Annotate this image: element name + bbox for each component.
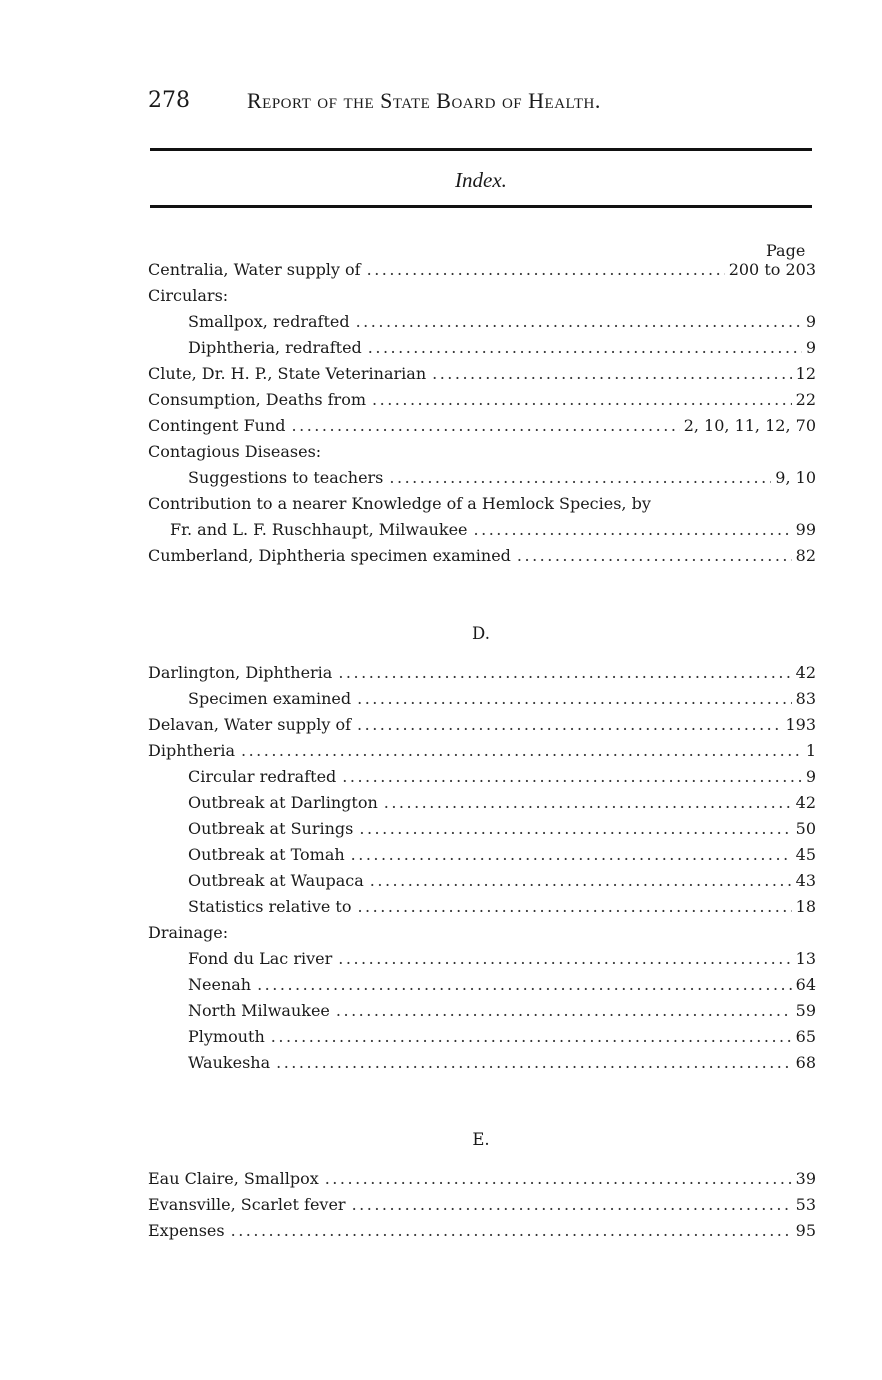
entry-label: Drainage:: [148, 923, 229, 942]
entry-label: Clute, Dr. H. P., State Veterinarian: [148, 364, 427, 383]
entry-pages: 65: [795, 1027, 816, 1046]
section-letter: E.: [472, 1130, 490, 1149]
index-entry: [148, 493, 816, 515]
entry-pages: 18: [795, 897, 816, 916]
entry-label: Waukesha: [188, 1053, 271, 1072]
index-entry: [148, 896, 816, 918]
entry-label: Evansville, Scarlet fever: [148, 1195, 346, 1214]
entry-label: Smallpox, redrafted: [188, 312, 350, 331]
entry-pages: 64: [795, 975, 816, 994]
index-entry: [148, 1052, 816, 1074]
entry-label: Outbreak at Surings: [188, 819, 354, 838]
dot-leader: [357, 896, 791, 918]
dot-leader: [370, 870, 792, 892]
dot-leader: [432, 363, 792, 385]
entry-label: Diphtheria: [148, 741, 235, 760]
index-entry: [148, 1168, 816, 1190]
dot-leader: [231, 1220, 792, 1242]
dot-leader: [517, 545, 792, 567]
entry-pages: 200 to 203: [728, 260, 816, 279]
index-entry: [148, 740, 816, 762]
dot-leader: [292, 415, 680, 437]
dot-leader: [357, 714, 781, 736]
index-entry: [148, 688, 816, 710]
entry-pages: 68: [795, 1053, 816, 1072]
entry-label: Suggestions to teachers: [188, 468, 384, 487]
entry-pages: 13: [795, 949, 816, 968]
index-entry: [148, 415, 816, 437]
index-entry: [148, 1000, 816, 1022]
page-column-header: Page: [766, 241, 806, 260]
page-number: 278: [148, 88, 190, 113]
entry-label: Outbreak at Tomah: [188, 845, 345, 864]
dot-leader: [368, 337, 802, 359]
entry-label: Fr. and L. F. Ruschhaupt, Milwaukee: [170, 520, 468, 539]
entry-label: Circulars:: [148, 286, 229, 305]
dot-leader: [367, 259, 725, 281]
index-entry: [148, 441, 816, 463]
entry-label: Specimen examined: [188, 689, 352, 708]
entry-pages: 99: [795, 520, 816, 539]
index-entry: [148, 285, 816, 307]
entry-label: Plymouth: [188, 1027, 265, 1046]
dot-leader: [384, 792, 792, 814]
index-entry: [148, 922, 816, 944]
entry-label: Outbreak at Waupaca: [188, 871, 364, 890]
dot-leader: [342, 766, 802, 788]
entry-label: Contagious Diseases:: [148, 442, 322, 461]
entry-pages: 22: [795, 390, 816, 409]
entry-pages: 9, 10: [775, 468, 816, 487]
index-entry: [148, 844, 816, 866]
index-entry: [148, 766, 816, 788]
dot-leader: [325, 1168, 792, 1190]
index-entry: [148, 519, 816, 541]
entry-label: Statistics relative to: [188, 897, 352, 916]
index-entry: [148, 662, 816, 684]
index-entry: [148, 545, 816, 567]
dot-leader: [372, 389, 792, 411]
dot-leader: [338, 662, 791, 684]
entry-pages: 39: [795, 1169, 816, 1188]
entry-pages: 9: [805, 338, 816, 357]
entry-pages: 43: [795, 871, 816, 890]
dot-leader: [359, 818, 791, 840]
index-entry: [148, 1026, 816, 1048]
index-entry: [148, 259, 816, 281]
index-entry: [148, 311, 816, 333]
entry-pages: 193: [785, 715, 816, 734]
entry-label: Delavan, Water supply of: [148, 715, 352, 734]
entry-pages: 82: [795, 546, 816, 565]
entry-pages: 12: [795, 364, 816, 383]
entry-pages: 95: [795, 1221, 816, 1240]
dot-leader: [389, 467, 771, 489]
dot-leader: [257, 974, 792, 996]
entry-label: Outbreak at Darlington: [188, 793, 378, 812]
entry-pages: 50: [795, 819, 816, 838]
entry-pages: 2, 10, 11, 12, 70: [683, 416, 816, 435]
dot-leader: [338, 948, 791, 970]
entry-label: Circular redrafted: [188, 767, 337, 786]
index-entry: [148, 1220, 816, 1242]
index-entry: [148, 870, 816, 892]
dot-leader: [474, 519, 792, 541]
index-entry: [148, 818, 816, 840]
entry-label: North Milwaukee: [188, 1001, 330, 1020]
index-entry: [148, 792, 816, 814]
index-title: Index.: [455, 168, 507, 192]
top-rule: [150, 148, 812, 151]
index-entry: [148, 714, 816, 736]
entry-label: Expenses: [148, 1221, 225, 1240]
entry-pages: 53: [795, 1195, 816, 1214]
running-head: Report of the State Board of Health.: [247, 88, 601, 113]
entry-label: Consumption, Deaths from: [148, 390, 367, 409]
entry-pages: 42: [795, 663, 816, 682]
index-entry: [148, 467, 816, 489]
entry-pages: 1: [805, 741, 816, 760]
entry-pages: 59: [795, 1001, 816, 1020]
entry-label: Diphtheria, redrafted: [188, 338, 362, 357]
entry-pages: 83: [795, 689, 816, 708]
dot-leader: [351, 844, 792, 866]
entry-label: Eau Claire, Smallpox: [148, 1169, 319, 1188]
entry-pages: 9: [805, 312, 816, 331]
index-entry: [148, 389, 816, 411]
section-letter: D.: [472, 624, 490, 643]
index-entry: [148, 974, 816, 996]
entry-pages: 45: [795, 845, 816, 864]
index-entry: [148, 948, 816, 970]
dot-leader: [271, 1026, 792, 1048]
dot-leader: [352, 1194, 792, 1216]
entry-label: Contingent Fund: [148, 416, 286, 435]
index-entry: [148, 363, 816, 385]
entry-label: Fond du Lac river: [188, 949, 333, 968]
entry-pages: 9: [805, 767, 816, 786]
entry-label: Centralia, Water supply of: [148, 260, 361, 279]
dot-leader: [241, 740, 802, 762]
bottom-rule: [150, 205, 812, 208]
dot-leader: [357, 688, 792, 710]
index-entry: [148, 337, 816, 359]
entry-label: Neenah: [188, 975, 252, 994]
dot-leader: [336, 1000, 792, 1022]
entry-label: Darlington, Diphtheria: [148, 663, 333, 682]
entry-pages: 42: [795, 793, 816, 812]
entry-label: Contribution to a nearer Knowledge of a Hemlock Species, by: [148, 494, 651, 513]
entry-label: Cumberland, Diphtheria specimen examined: [148, 546, 511, 565]
dot-leader: [276, 1052, 792, 1074]
index-entry: [148, 1194, 816, 1216]
dot-leader: [356, 311, 802, 333]
